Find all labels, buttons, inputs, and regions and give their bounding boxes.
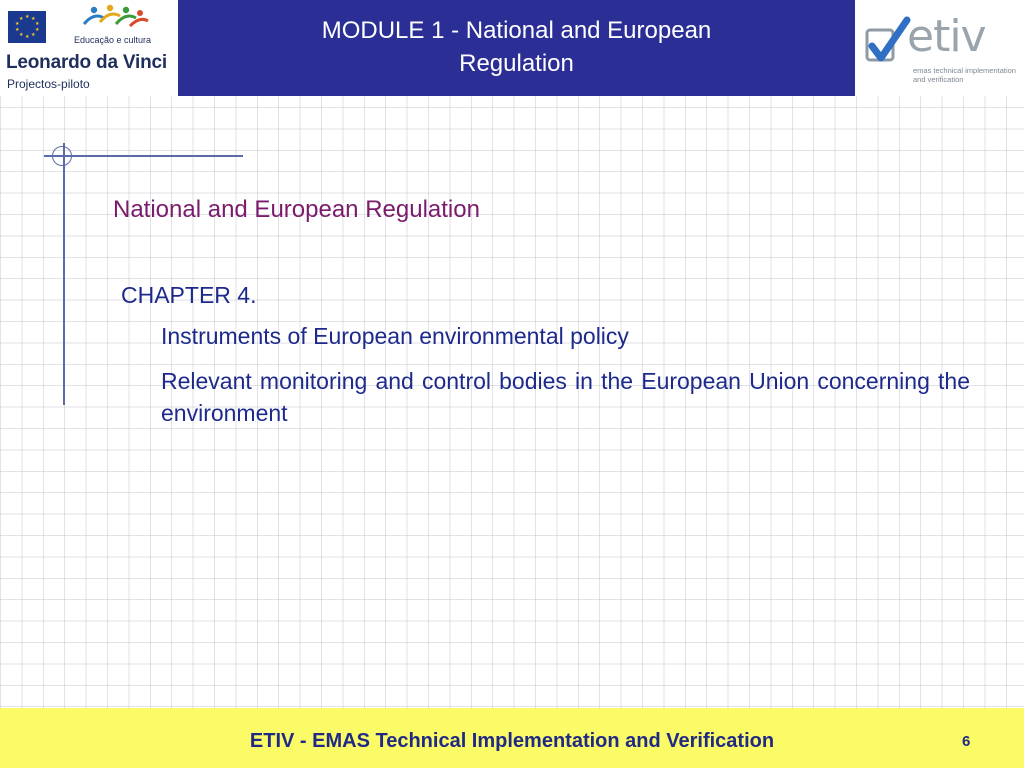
chapter-item: Instruments of European environmental policy [161, 323, 629, 349]
program-tagline: Educação e cultura [74, 35, 152, 45]
decorative-crosshair-circle [52, 146, 72, 166]
chapter-item: Relevant monitoring and control bodies in the European Union concerning the environment [161, 368, 970, 426]
footer-text: ETIV - EMAS Technical Implementation and Verification [249, 730, 775, 752]
checkmark-icon [865, 16, 911, 70]
education-figures-icon [80, 4, 150, 30]
leonardo-da-vinci-logo [0, 0, 178, 96]
chapter-heading: CHAPTER 4. [121, 282, 257, 308]
page-number: 6 [962, 733, 971, 750]
etiv-logo [855, 0, 1024, 96]
etiv-tagline [913, 66, 1016, 84]
etiv-tagline-line2: and verification [913, 75, 964, 84]
slide-header [178, 0, 855, 96]
slide-footer [0, 708, 1024, 768]
etiv-wordmark: etiv [907, 11, 986, 62]
decorative-vertical-line [63, 143, 65, 405]
content-title: National and European Regulation [113, 196, 480, 223]
eu-flag-icon: ★ ★ ★ ★ ★ ★ ★ ★ ★ ★ [8, 11, 46, 43]
decorative-horizontal-line [44, 155, 243, 157]
program-name: Leonardo da Vinci [6, 52, 167, 73]
slide-title-line2: Regulation [459, 50, 574, 77]
program-subtitle: Projectos-piloto [7, 77, 90, 91]
etiv-tagline-line1: emas technical implementation [913, 66, 1016, 75]
slide-title-line1: MODULE 1 - National and European [321, 17, 712, 44]
